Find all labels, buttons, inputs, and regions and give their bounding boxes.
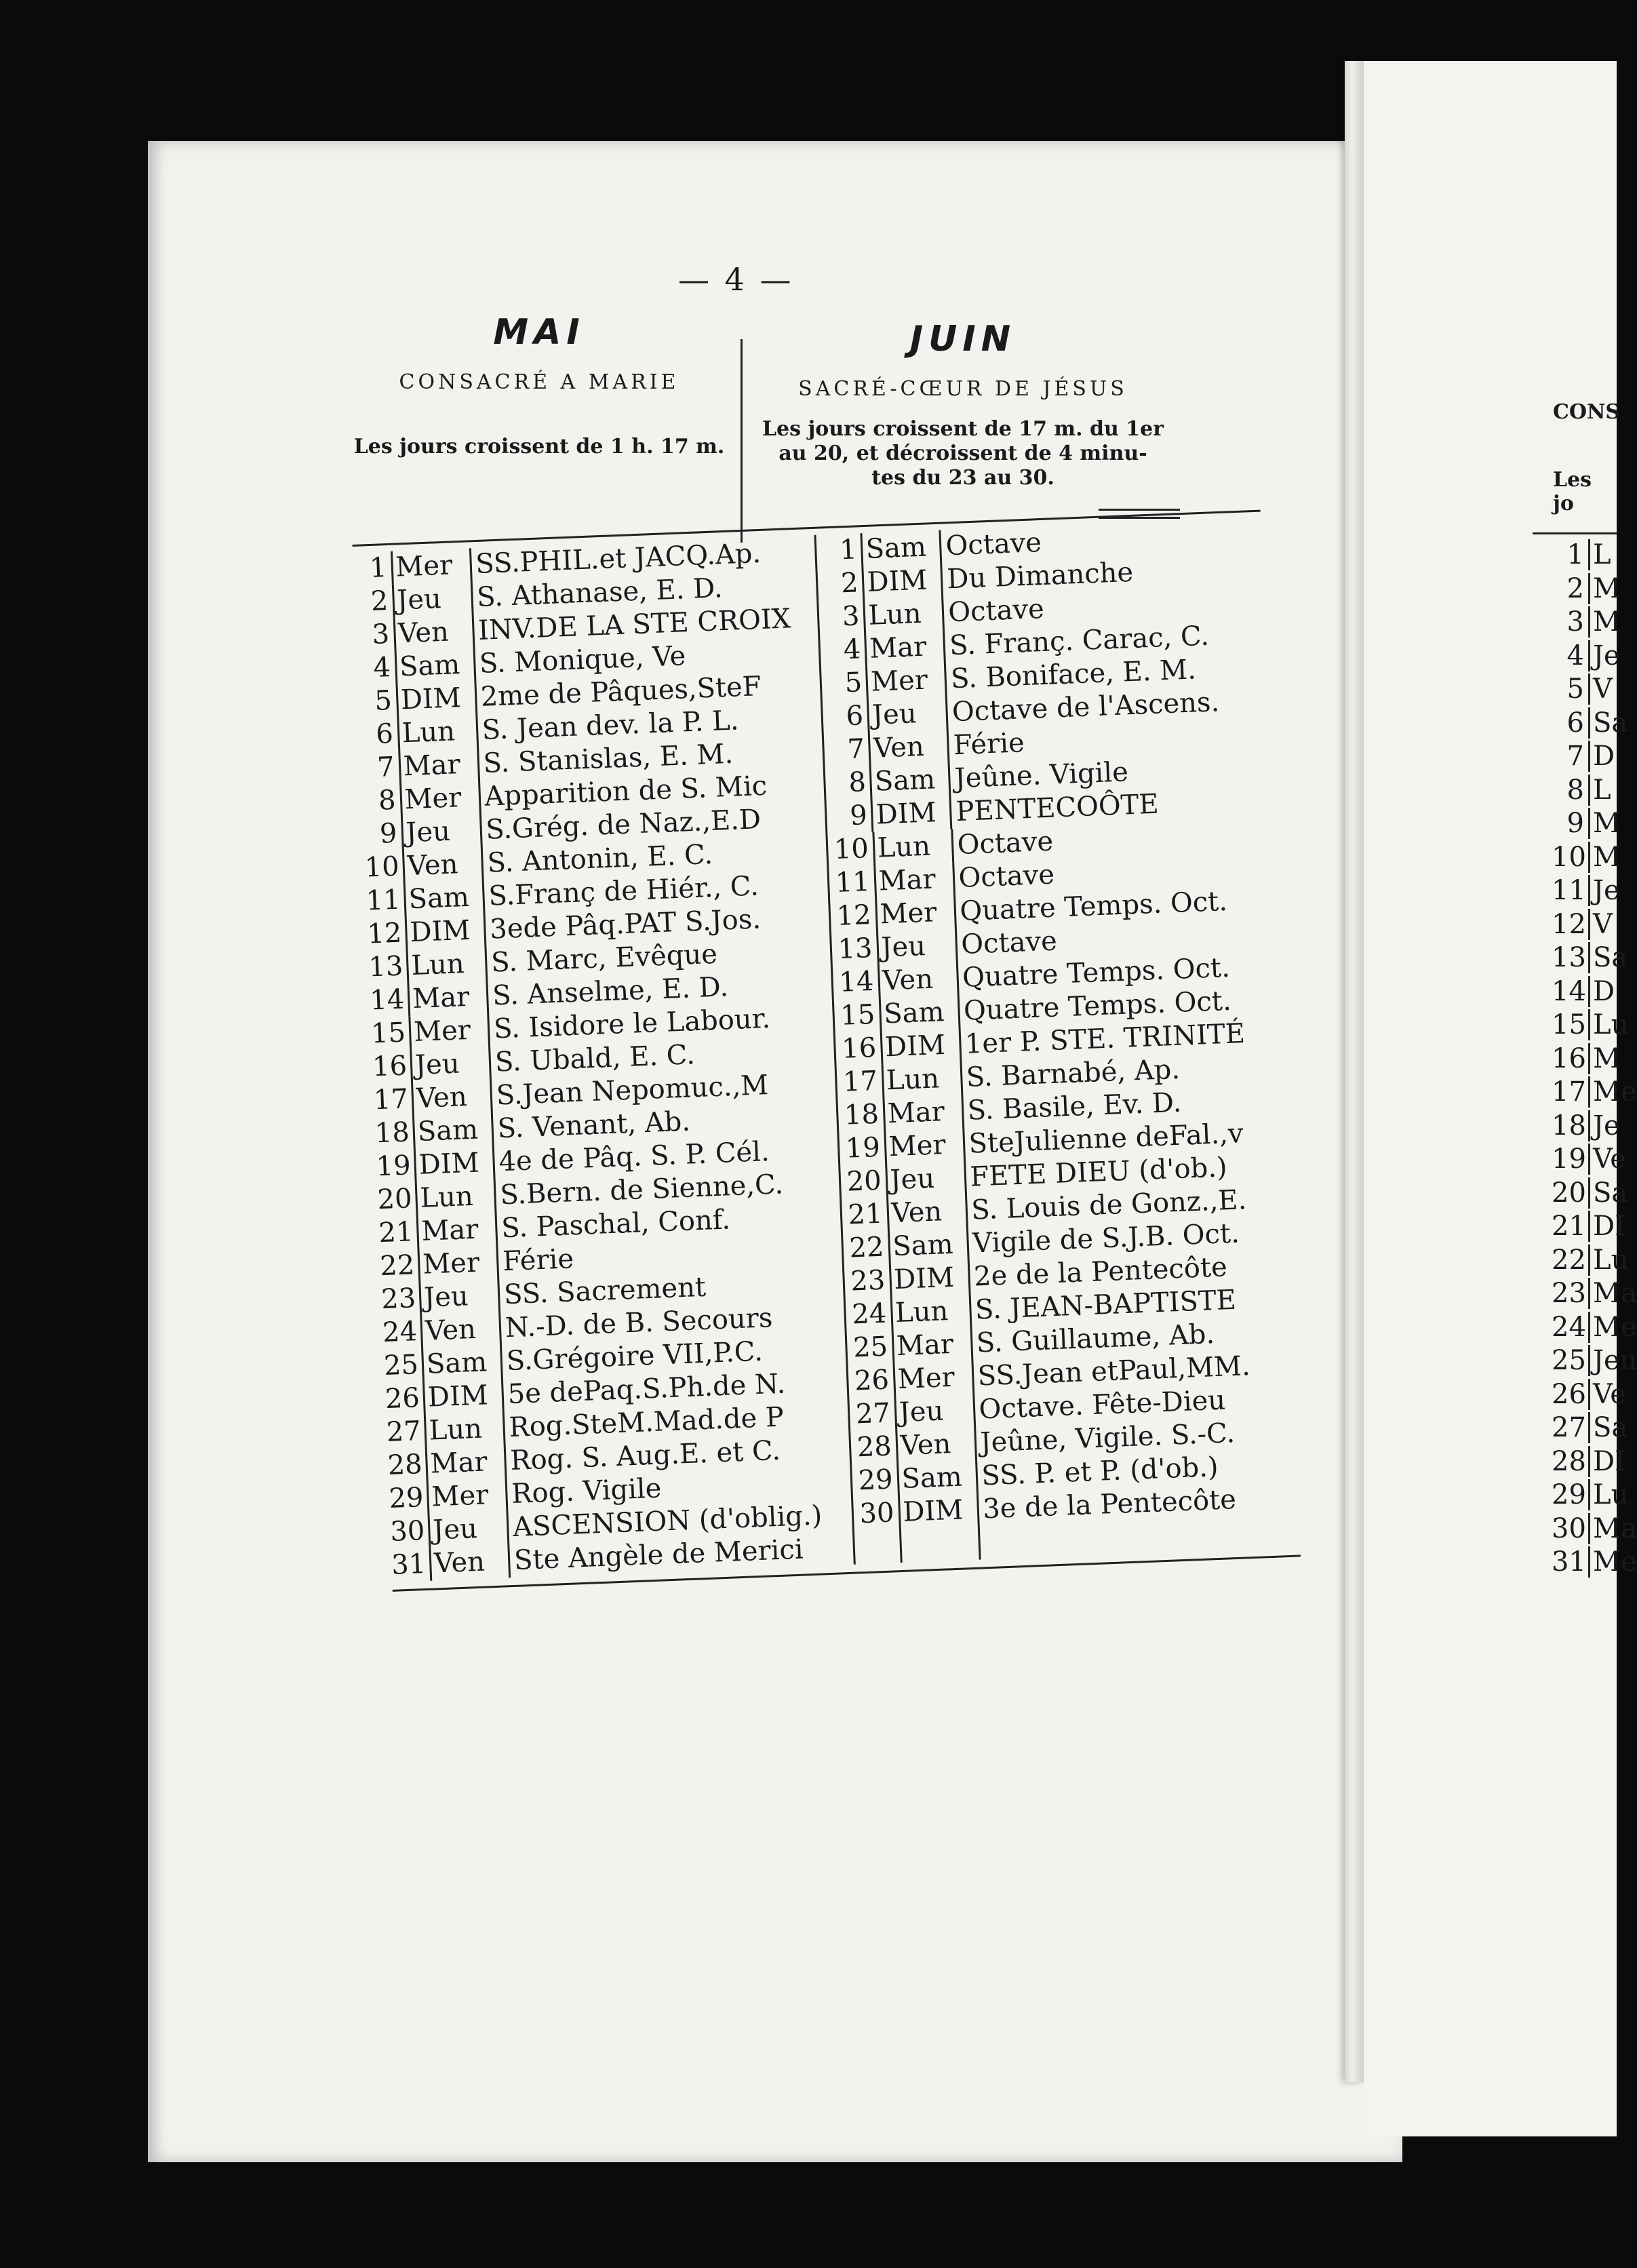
june-weekday: Jeu <box>885 1161 965 1197</box>
facing-row <box>1552 741 1633 772</box>
may-note: Les jours croissent de 1 h. 17 m. <box>353 435 725 458</box>
may-day-number: 8 <box>378 784 397 817</box>
june-day-number: 21 <box>840 1198 887 1233</box>
june-day-number: 28 <box>848 1430 896 1465</box>
may-weekday: Mar <box>416 1213 496 1249</box>
may-day-number: 28 <box>387 1449 423 1481</box>
may-weekday: DIM <box>395 681 475 717</box>
june-day-number: 26 <box>846 1363 894 1399</box>
may-feast: Ste Angèle de Merici <box>507 1531 854 1578</box>
may-weekday: Mer <box>427 1478 507 1514</box>
june-day-number: 7 <box>822 732 869 768</box>
facing-day-number: 1 <box>1566 539 1584 570</box>
may-feast: INV.DE LA STE CROIX <box>471 602 818 648</box>
facing-weekday-fragment: Sa <box>1588 707 1628 739</box>
june-weekday: Jeu <box>876 928 956 964</box>
page-number: — 4 — <box>678 261 794 298</box>
may-weekday: Jeu <box>410 1047 490 1082</box>
june-day-number: 11 <box>827 865 874 901</box>
facing-weekday-fragment: D <box>1588 741 1615 772</box>
facing-row <box>1552 673 1633 705</box>
facing-weekday-fragment: Je <box>1588 1110 1620 1141</box>
facing-day-number: 9 <box>1566 808 1584 839</box>
facing-row <box>1552 875 1633 906</box>
may-feast: S.Grégoire VII,P.C. <box>500 1332 846 1379</box>
facing-day-number: 26 <box>1552 1378 1586 1410</box>
may-feast: S. Athanase, E. D. <box>470 568 816 615</box>
facing-weekday-fragment: DI <box>1588 1446 1625 1477</box>
facing-row <box>1552 539 1633 570</box>
may-feast: SS.PHIL.et JACQ.Ap. <box>469 535 815 582</box>
book-spine <box>1345 61 1364 2082</box>
facing-weekday-fragment: Me <box>1588 1076 1637 1108</box>
facing-day-number: 18 <box>1552 1110 1586 1141</box>
facing-day-number: 28 <box>1552 1445 1586 1477</box>
may-weekday: Mer <box>399 781 479 817</box>
may-day-number: 21 <box>378 1216 414 1249</box>
june-feast: 3e de la Pentecôte <box>976 1481 1299 1527</box>
may-weekday: Sam <box>394 648 474 684</box>
facing-row <box>1552 707 1633 739</box>
june-feast: S. Louis de Gonz.,E. <box>964 1182 1287 1228</box>
june-day-number: 23 <box>842 1264 890 1299</box>
june-feast: PENTECOÔTE <box>949 783 1272 829</box>
facing-row <box>1552 1009 1633 1040</box>
facing-rule <box>1533 532 1617 534</box>
facing-weekday-fragment: V <box>1588 673 1613 705</box>
facing-weekday-fragment: Sa <box>1588 1177 1628 1209</box>
june-feast: Quatre Temps. Oct. <box>957 983 1280 1028</box>
june-weekday: Jeu <box>867 697 947 732</box>
facing-weekday-fragment: M <box>1588 606 1621 638</box>
facing-day-number: 10 <box>1552 841 1586 873</box>
june-feast: Octave <box>954 916 1277 962</box>
may-day-number: 17 <box>373 1083 409 1116</box>
facing-weekday-fragment: M <box>1588 1043 1621 1074</box>
facing-row <box>1552 909 1633 940</box>
may-day-number: 5 <box>374 684 393 717</box>
june-day-number: 22 <box>841 1230 888 1266</box>
facing-day-number: 29 <box>1552 1479 1586 1510</box>
facing-day-number: 14 <box>1552 975 1586 1007</box>
june-day-number: 15 <box>832 998 880 1034</box>
june-feast: Jeûne, Vigile. S.-C. <box>974 1415 1297 1460</box>
may-weekday: Lun <box>406 947 486 983</box>
may-feast: Rog.SteM.Mad.de P <box>502 1399 849 1445</box>
june-weekday: Sam <box>861 530 941 566</box>
facing-row <box>1552 1211 1633 1242</box>
facing-day-number: 7 <box>1566 741 1584 772</box>
may-feast: S. Stanislas, E. M. <box>477 735 823 781</box>
facing-weekday-fragment: DI <box>1588 1211 1625 1242</box>
facing-day-number: 20 <box>1552 1177 1586 1209</box>
facing-row <box>1552 640 1633 671</box>
facing-row <box>1552 942 1633 973</box>
may-day-number: 27 <box>385 1415 422 1449</box>
may-day-number: 12 <box>366 917 403 950</box>
may-weekday: Ven <box>429 1544 509 1580</box>
june-feast: S. Guillaume, Ab. <box>970 1315 1293 1361</box>
june-weekday <box>899 1527 979 1563</box>
june-weekday: Lun <box>890 1294 970 1330</box>
may-day-number: 11 <box>365 884 401 917</box>
facing-row <box>1552 1278 1637 1309</box>
june-day-number: 19 <box>837 1131 884 1167</box>
facing-day-number: 31 <box>1552 1546 1586 1578</box>
may-weekday: Lun <box>424 1411 504 1447</box>
june-day-number: 9 <box>824 799 871 834</box>
may-weekday: DIM <box>414 1146 494 1182</box>
may-weekday: Jeu <box>401 814 481 850</box>
header-rule <box>1099 509 1180 511</box>
june-day-number: 13 <box>829 932 877 967</box>
may-feast: S. Antonin, E. C. <box>481 834 827 881</box>
june-feast: FETE DIEU (d'ob.) <box>964 1149 1286 1194</box>
june-header <box>746 319 1180 490</box>
may-weekday: Jeu <box>418 1279 498 1315</box>
june-weekday: Jeu <box>894 1394 974 1430</box>
june-feast: 2e de la Pentecôte <box>967 1249 1290 1294</box>
may-weekday: Sam <box>421 1346 501 1382</box>
calendar-table <box>353 518 1300 1582</box>
june-day-number: 12 <box>828 899 875 934</box>
may-title: MAI <box>493 312 585 353</box>
may-day-number: 1 <box>369 552 388 585</box>
facing-weekday-fragment: Ma <box>1588 1513 1637 1544</box>
facing-weekday-fragment: Je <box>1588 875 1620 906</box>
facing-row <box>1552 1379 1633 1410</box>
may-feast: S. Isidore le Labour. <box>487 1000 833 1047</box>
may-day-number: 13 <box>368 950 404 983</box>
may-weekday: DIM <box>422 1378 502 1414</box>
june-weekday: Sam <box>869 763 949 799</box>
may-weekday: Ven <box>420 1312 500 1348</box>
may-feast: N.-D. de B. Secours <box>498 1299 845 1346</box>
june-note-line: au 20, et décroissent de 4 minu- <box>778 442 1147 465</box>
may-day-number: 18 <box>374 1116 410 1150</box>
may-feast: S. Jean dev. la P. L. <box>475 701 822 748</box>
facing-row <box>1552 808 1633 839</box>
may-feast: SS. Sacrement <box>497 1266 844 1312</box>
may-weekday: Mer <box>408 1013 488 1049</box>
june-dedication: SACRÉ-CŒUR DE JÉSUS <box>798 377 1128 401</box>
facing-weekday-fragment: M <box>1588 808 1621 839</box>
june-weekday: Lun <box>881 1061 961 1097</box>
june-weekday: DIM <box>862 564 942 600</box>
june-weekday: Lun <box>863 597 943 633</box>
june-day-number: 14 <box>831 965 878 1000</box>
facing-day-number: 16 <box>1552 1042 1586 1074</box>
facing-day-number: 27 <box>1552 1412 1586 1443</box>
june-weekday: Mar <box>864 630 944 666</box>
may-feast: S. Ubald, E. C. <box>488 1033 835 1080</box>
may-weekday: Ven <box>402 847 482 883</box>
may-weekday: Mar <box>425 1445 505 1481</box>
june-weekday: Mer <box>884 1128 964 1164</box>
facing-weekday-fragment: Jeu <box>1588 1345 1637 1376</box>
may-feast: S. Paschal, Conf. <box>494 1199 841 1246</box>
june-weekday: Ven <box>877 962 957 998</box>
facing-day-number: 13 <box>1552 942 1586 973</box>
may-weekday: Lun <box>397 714 477 750</box>
facing-day-number: 8 <box>1566 774 1584 806</box>
june-weekday: Lun <box>872 829 952 865</box>
june-day-number: 6 <box>821 699 868 735</box>
facing-day-number: 25 <box>1552 1345 1586 1376</box>
may-day-number: 29 <box>388 1482 425 1514</box>
may-day-number: 30 <box>389 1514 426 1548</box>
june-day-number: 1 <box>814 533 861 568</box>
facing-day-number: 19 <box>1552 1143 1586 1175</box>
facing-row <box>1552 842 1633 873</box>
facing-header-fragment: Les jo <box>1553 468 1592 515</box>
facing-row <box>1552 1412 1633 1443</box>
facing-weekday-fragment: M <box>1588 842 1621 873</box>
may-day-number: 14 <box>369 983 406 1017</box>
facing-day-number: 15 <box>1552 1009 1586 1040</box>
facing-row <box>1552 1546 1637 1578</box>
may-day-number: 26 <box>384 1382 420 1415</box>
facing-weekday-fragment: Lu <box>1588 1479 1628 1510</box>
june-feast: SS.Jean etPaul,MM. <box>971 1348 1294 1394</box>
facing-weekday-fragment: V <box>1588 909 1613 940</box>
may-feast: S.Jean Nepomuc.,M <box>490 1066 836 1113</box>
may-day-number: 3 <box>371 619 391 650</box>
june-day-number: 24 <box>844 1297 891 1332</box>
may-feast: S.Franç de Hiér., C. <box>482 867 829 914</box>
may-feast: Apparition de S. Mic <box>478 768 825 815</box>
june-day-number: 20 <box>838 1165 886 1200</box>
may-weekday: Ven <box>411 1080 491 1116</box>
june-feast: Octave <box>941 584 1264 629</box>
june-weekday: Ven <box>895 1427 975 1463</box>
may-day-number: 9 <box>379 817 398 850</box>
facing-row <box>1552 1076 1637 1108</box>
june-feast: Octave. Fête-Dieu <box>972 1382 1295 1427</box>
june-weekday: Mer <box>892 1361 972 1396</box>
june-note-line: Les jours croissent de 17 m. du 1er <box>762 417 1164 441</box>
may-feast: 5e dePaq.S.Ph.de N. <box>501 1365 848 1412</box>
facing-day-number: 30 <box>1552 1512 1586 1544</box>
facing-day-number: 21 <box>1552 1211 1586 1242</box>
june-feast: Férie <box>947 717 1269 762</box>
facing-day-number: 24 <box>1552 1311 1586 1343</box>
facing-weekday-fragment: Je <box>1588 640 1620 671</box>
june-weekday: Sam <box>878 995 958 1031</box>
may-day-number: 25 <box>383 1349 419 1382</box>
facing-header-fragment: CONS <box>1553 400 1621 424</box>
facing-day-number: 6 <box>1566 707 1584 739</box>
june-feast: Octave de l'Ascens. <box>945 684 1268 729</box>
may-feast: 4e de Pâq. S. P. Cél. <box>492 1133 839 1179</box>
facing-day-number: 23 <box>1552 1278 1586 1309</box>
facing-row <box>1552 1479 1633 1510</box>
header-divider <box>741 339 743 543</box>
june-feast: S. Barnabé, Ap. <box>960 1049 1282 1095</box>
may-day-number: 19 <box>375 1150 412 1183</box>
may-feast: ASCENSION (d'oblig.) <box>506 1498 852 1545</box>
june-feast: Octave <box>951 817 1274 862</box>
june-day-number: 10 <box>826 832 873 867</box>
calendar-rows <box>353 518 1300 1582</box>
facing-day-number: 22 <box>1552 1244 1586 1276</box>
june-weekday: Mar <box>882 1095 962 1131</box>
june-day-number: 27 <box>848 1396 895 1432</box>
facing-row <box>1552 775 1633 806</box>
may-weekday: Sam <box>403 880 484 916</box>
facing-day-number: 2 <box>1566 572 1584 604</box>
june-feast: Du Dimanche <box>941 551 1263 597</box>
june-feast: SS. P. et P. (d'ob.) <box>975 1448 1298 1493</box>
may-feast: Férie <box>496 1232 842 1279</box>
may-header <box>342 312 736 459</box>
facing-weekday-fragment: Sa <box>1588 942 1628 973</box>
june-day-number: 8 <box>823 766 871 801</box>
may-feast: 3ede Pâq.PAT S.Jos. <box>484 900 830 947</box>
june-weekday: DIM <box>888 1261 968 1297</box>
facing-row <box>1552 1345 1637 1376</box>
may-feast: S. Marc, Evêque <box>484 933 831 980</box>
june-day-number: 16 <box>833 1032 881 1067</box>
may-weekday: DIM <box>405 914 485 950</box>
june-feast: S. Franç. Carac, C. <box>943 617 1265 663</box>
facing-row <box>1552 1446 1633 1477</box>
may-feast: S.Grég. de Naz.,E.D <box>479 801 825 848</box>
june-feast: SteJulienne deFal.,v <box>962 1116 1285 1161</box>
june-day-number: 25 <box>845 1330 892 1365</box>
may-feast: S. Monique, Ve <box>473 635 819 682</box>
june-feast: S. Basile, Ev. D. <box>961 1082 1284 1128</box>
june-feast: 1er P. STE. TRINITÉ <box>958 1016 1281 1061</box>
may-day-number: 15 <box>370 1017 407 1050</box>
june-feast: Vigile de S.J.B. Oct. <box>966 1215 1288 1261</box>
facing-weekday-fragment: L <box>1588 539 1611 570</box>
june-day-number: 2 <box>815 566 863 602</box>
may-weekday: Mar <box>398 747 478 783</box>
facing-weekday-fragment: Sa <box>1588 1412 1628 1443</box>
june-weekday: DIM <box>880 1028 960 1064</box>
june-weekday: Mer <box>875 895 955 931</box>
june-weekday: Sam <box>896 1460 977 1496</box>
facing-weekday-fragment: Ve <box>1588 1379 1626 1410</box>
june-day-number: 17 <box>835 1065 882 1100</box>
facing-row <box>1552 1043 1633 1074</box>
facing-row <box>1552 976 1633 1007</box>
facing-row <box>1552 573 1633 604</box>
june-day-number: 29 <box>850 1463 897 1498</box>
may-day-number: 22 <box>379 1249 416 1283</box>
june-weekday: DIM <box>871 796 951 832</box>
facing-weekday-fragment: Lu <box>1588 1009 1628 1040</box>
may-weekday: Jeu <box>391 581 471 617</box>
facing-day-number: 4 <box>1566 640 1584 671</box>
june-note-line: tes du 23 au 30. <box>871 466 1054 490</box>
facing-row <box>1552 1311 1637 1343</box>
june-feast: S. JEAN-BAPTISTE <box>968 1282 1291 1327</box>
facing-row <box>1552 1143 1633 1175</box>
facing-weekday-fragment: Ve <box>1588 1143 1626 1175</box>
june-weekday: DIM <box>898 1493 978 1529</box>
june-note <box>746 417 1180 490</box>
june-feast: Quatre Temps. Oct. <box>953 883 1276 928</box>
facing-day-number: 11 <box>1552 875 1586 906</box>
may-day-number: 23 <box>380 1283 417 1316</box>
facing-day-number: 17 <box>1552 1076 1586 1108</box>
facing-weekday-fragment: L <box>1588 775 1611 806</box>
may-day-number: 7 <box>376 751 395 783</box>
june-day-number: 30 <box>851 1496 899 1531</box>
may-weekday: Mer <box>417 1246 497 1282</box>
may-weekday: Sam <box>412 1113 492 1149</box>
may-day-number: 10 <box>363 850 400 884</box>
facing-weekday-fragment: Me <box>1588 1546 1637 1578</box>
may-feast: S. Venant, Ab. <box>491 1099 837 1146</box>
may-weekday: Mer <box>391 548 471 584</box>
june-day-number: 3 <box>816 600 864 635</box>
may-day-number: 24 <box>382 1316 418 1349</box>
facing-day-number: 3 <box>1566 606 1584 638</box>
june-weekday: Mar <box>873 862 953 898</box>
facing-row <box>1552 1177 1633 1209</box>
june-weekday: Ven <box>886 1194 966 1230</box>
june-title: JUIN <box>909 319 1017 359</box>
facing-weekday-fragment: Lu <box>1588 1245 1628 1276</box>
june-day-number: 5 <box>819 666 867 701</box>
facing-row <box>1552 1110 1633 1141</box>
facing-weekday-fragment: M <box>1588 573 1621 604</box>
may-day-number: 2 <box>370 585 389 618</box>
facing-weekday-fragment: D <box>1588 976 1615 1007</box>
may-day-number: 20 <box>376 1183 413 1216</box>
facing-day-number: 5 <box>1566 673 1584 705</box>
may-feast: 2me de Pâques,SteF <box>474 668 821 715</box>
june-feast: Octave <box>952 850 1275 895</box>
facing-row <box>1552 1245 1633 1276</box>
june-weekday: Ven <box>868 730 948 766</box>
may-weekday: Lun <box>415 1179 495 1215</box>
june-weekday: Mer <box>865 663 945 699</box>
june-feast: S. Boniface, E. M. <box>944 650 1267 696</box>
may-weekday: Mar <box>407 980 487 1016</box>
may-day-number: 31 <box>391 1548 427 1581</box>
may-feast: S. Anselme, E. D. <box>486 966 832 1013</box>
may-feast: Rog. S. Aug.E. et C. <box>504 1432 850 1479</box>
june-feast: Octave <box>939 518 1262 564</box>
facing-weekday-fragment: Me <box>1588 1312 1637 1343</box>
may-feast: S.Bern. de Sienne,C. <box>494 1166 840 1213</box>
june-feast: Jeûne. Vigile <box>948 750 1271 796</box>
may-day-number: 16 <box>372 1050 408 1083</box>
facing-weekday-fragment: Ma <box>1588 1278 1637 1309</box>
may-dedication: CONSACRÉ A MARIE <box>399 370 679 394</box>
may-feast: Rog. Vigile <box>505 1465 851 1512</box>
facing-day-number: 12 <box>1552 908 1586 940</box>
may-day-number: 6 <box>375 718 394 750</box>
facing-row <box>1552 606 1633 638</box>
june-day-number: 18 <box>836 1098 884 1133</box>
june-feast: Quatre Temps. Oct. <box>955 950 1278 995</box>
may-day-number: 4 <box>372 651 391 684</box>
june-weekday: Sam <box>887 1228 967 1264</box>
june-day-number <box>852 1529 900 1565</box>
june-day-number: 4 <box>818 633 865 668</box>
may-weekday: Ven <box>393 614 473 650</box>
facing-row <box>1552 1512 1637 1544</box>
may-weekday: Jeu <box>428 1511 508 1547</box>
june-weekday: Mar <box>891 1327 971 1363</box>
